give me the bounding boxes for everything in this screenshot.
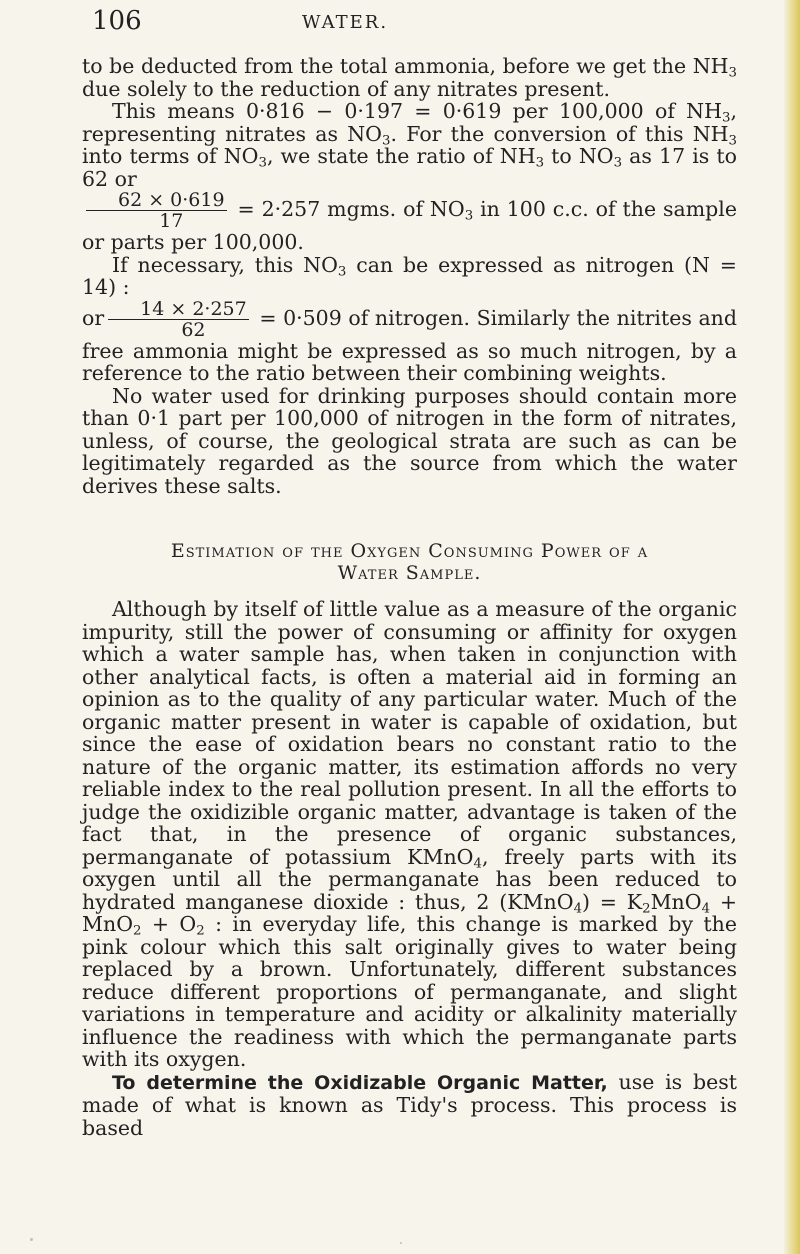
paragraph-ammonia: to be deducted from the total ammonia, before we get the $NH_3$ due solely to the reduction of any nitrates present. [82, 54, 737, 101]
bold-lead: To determine the Oxidizable Organic Matter, [112, 1071, 608, 1094]
paper-speck [400, 1242, 402, 1244]
section-heading: Estimation of the Oxygen Consuming Power of a [170, 540, 649, 562]
page-number: 106 [92, 6, 142, 36]
fraction-nitrate: $\frac{62 \times 0\cdot 619}{17}$ [86, 190, 227, 231]
paragraph-nitrogen: If necessary, this $NO_3$ can be expressed as nitrogen (N = 14) : or $\frac{14 \times 2\cdot 257}{62}$ = 0·509 of nitrogen. Similarly the nitrites and free ammonia might be expressed as so much nitrogen, by a reference to the ratio between their combining weights. [82, 252, 737, 385]
section-heading-line2: Water Sample. [337, 562, 482, 584]
paragraph-tidy-process: To determine the Oxidizable Organic Matter, use is best made of what is known as Tidy's process. This process is based [82, 1069, 738, 1140]
running-head: WATER. [302, 12, 389, 33]
fraction-nitrogen: $\frac{14 \times 2\cdot 257}{62}$ [108, 299, 249, 340]
paragraph-drinking-water: No water used for drinking purposes should contain more than 0·1 part per 100,000 of nitrogen in the form of nitrates, unless, of course, the geological strata are such as can be legitimately regarded as the source from which the water derives these salts. [82, 383, 737, 498]
paper-speck [30, 1238, 33, 1241]
opening-text [82, 55, 737, 497]
page-header [0, 6, 780, 36]
paragraph-permanganate: Although by itself of little value as a measure of the organic impurity, still the power of consuming or affinity for oxygen which a water sample has, when taken in conjunction with other analytical facts, is often a material aid in forming an opinion as to the quality of any particular water. Much of the organic matter present in water is capable of oxidation, but since the ease of oxidation bears no constant ratio to the nature of the organic matter, its estimation affords no very reliable index to the real pollution present. In all the efforts to judge the oxidizible organic matter, advantage is taken of the fact that, in the presence of organic substances, permanganate of potassium KMnO$_4$, freely parts with its oxygen until all the permanganate has been reduced to hydrated manganese dioxide : thus, 2 (KMnO$_4$) = $K_2MnO_4 + MnO_2 + O_2$ : in everyday life, this change is marked by the pink colour which this salt originally gives to water being replaced by a brown. Unfortunately, different substances reduce different proportions of permanganate, and slight variations in temperature and acidity or alkalinity materially influence the readiness with which the permanganate parts with its oxygen. [82, 597, 738, 1071]
oxygen-section [82, 598, 737, 1139]
paragraph-conversion: This means 0·816 − 0·197 = 0·619 per 100,000 of $NH_3$, representing nitrates as $NO_3$. For the conversion of this $NH_3$ into terms of $NO_3$, we state the ratio of $NH_3$ to $NO_3$ as 17 is to 62 or $\frac{62 \times 0\cdot 619}{17}$ = 2·257 mgms. of $NO_3$ in 100 c.c. of the sample or parts per 100,000. [82, 99, 737, 254]
page-edge [784, 0, 800, 1254]
